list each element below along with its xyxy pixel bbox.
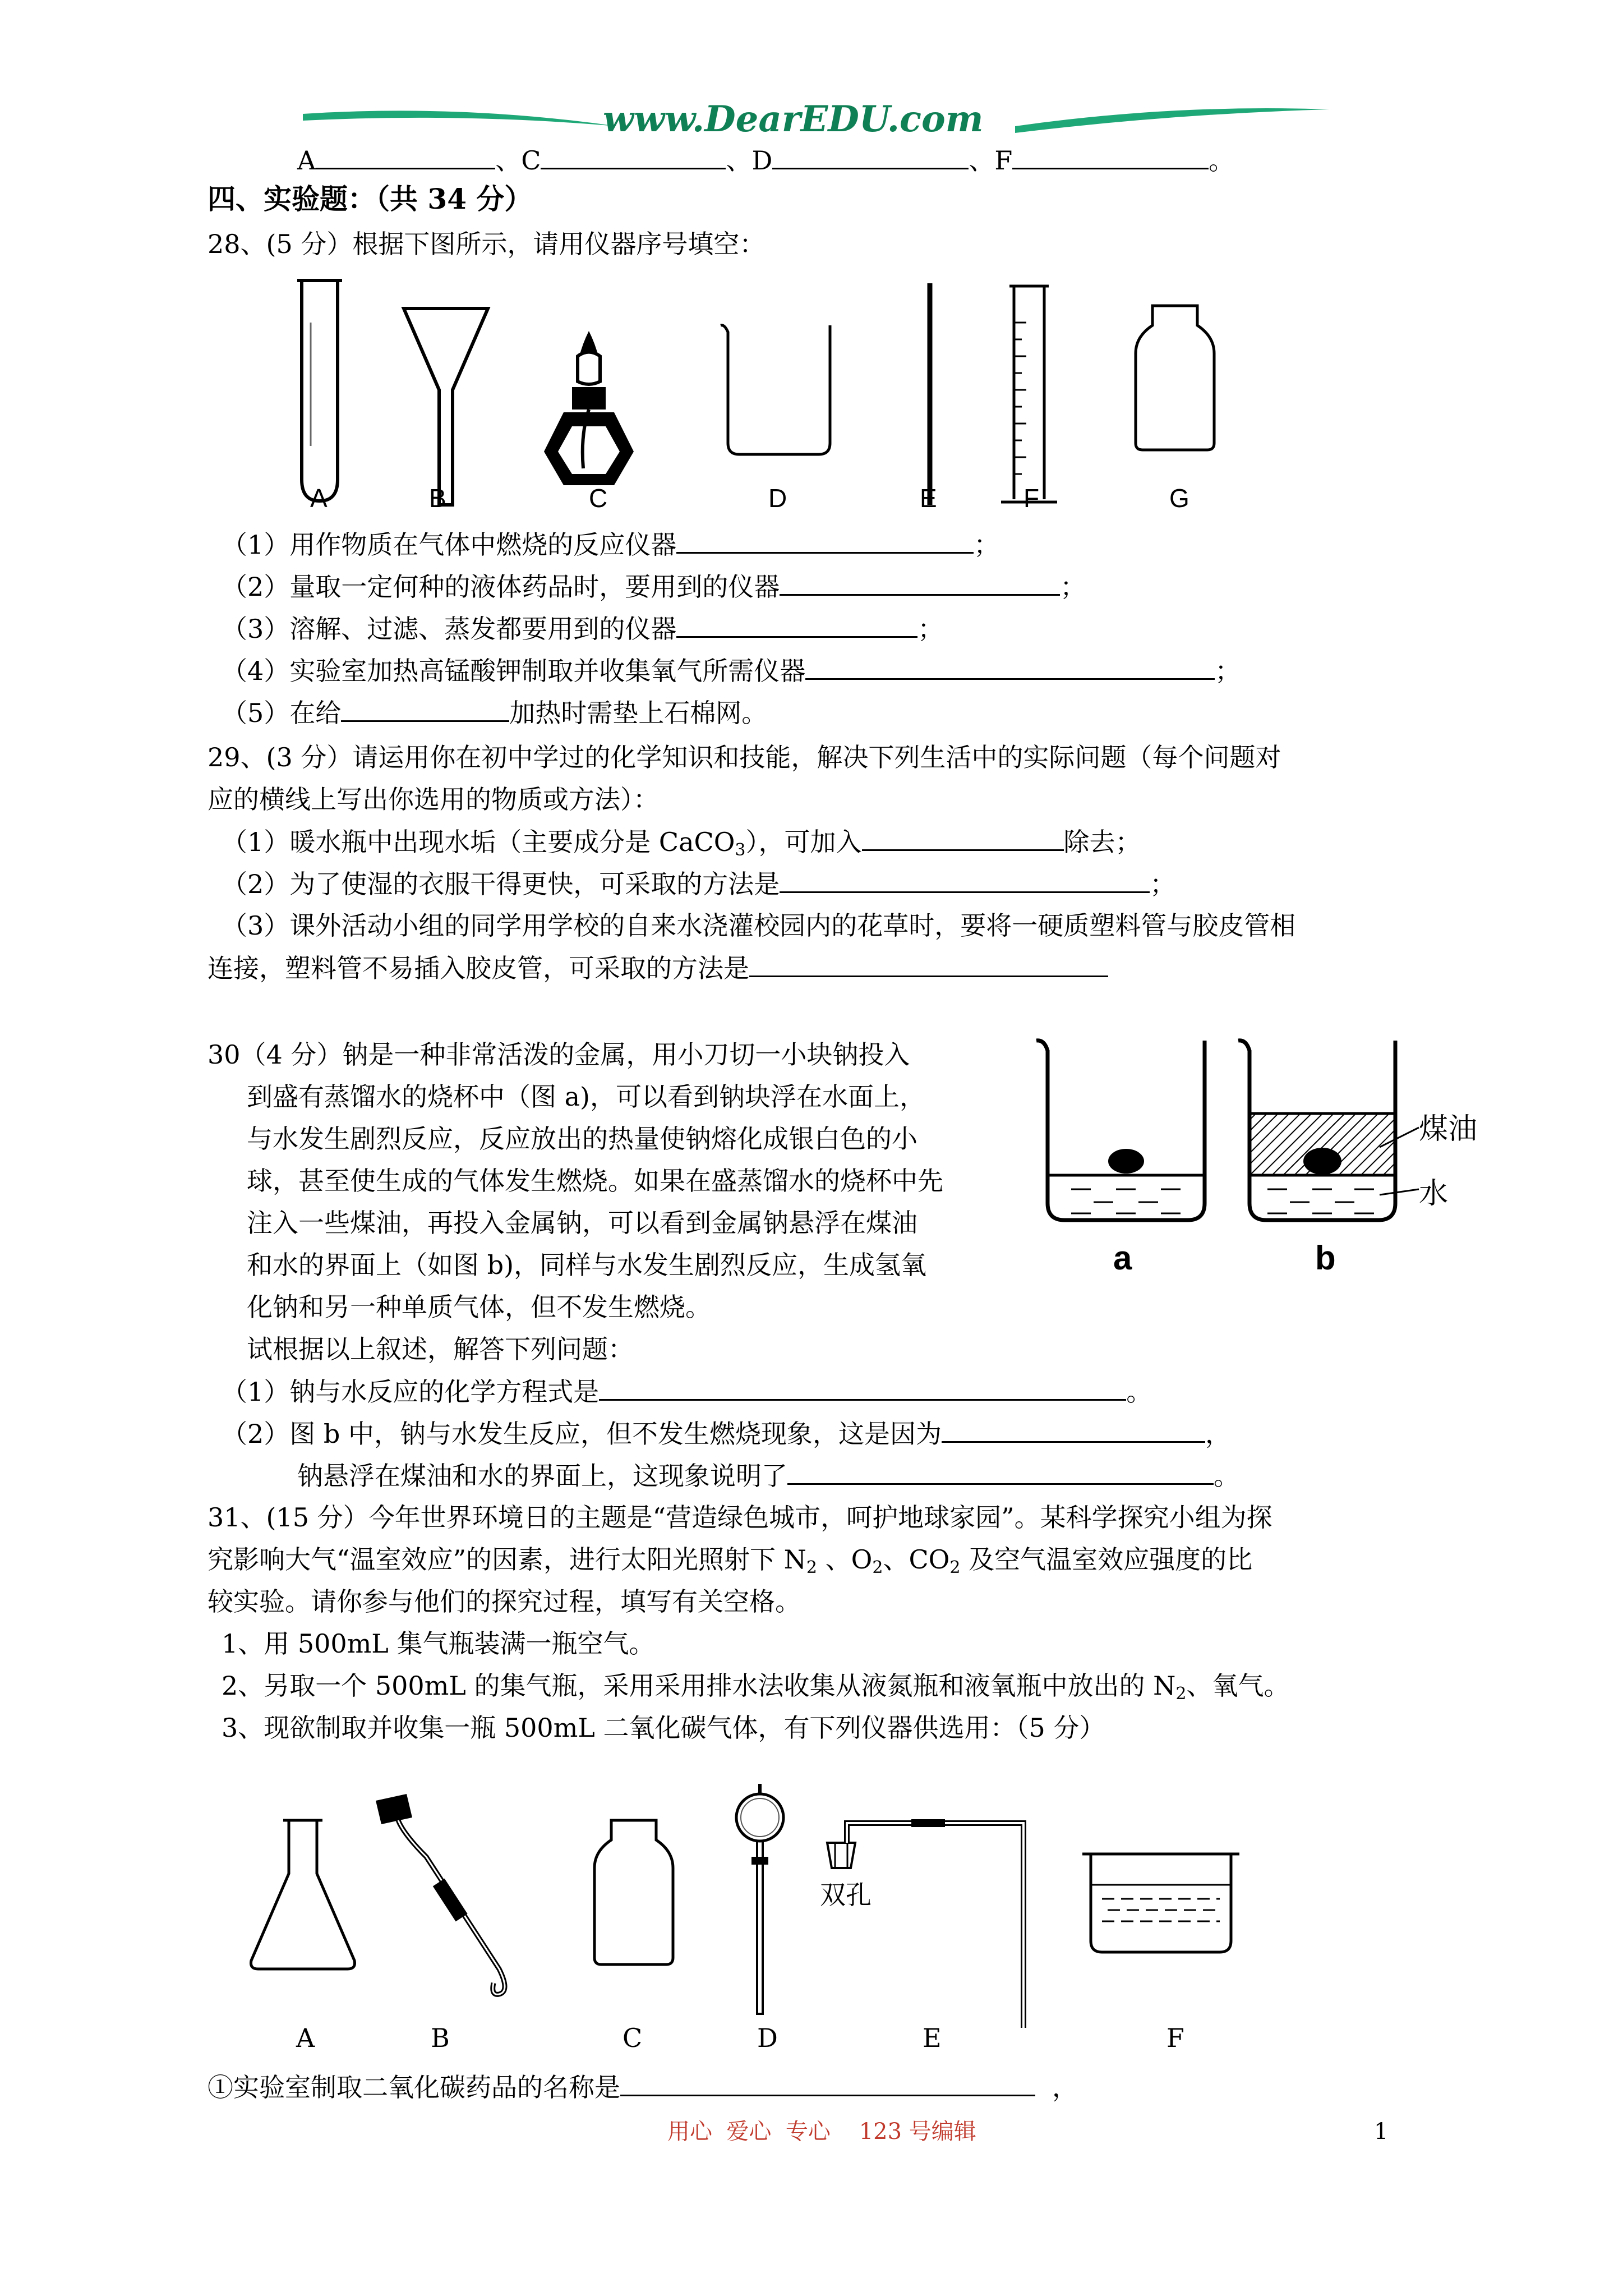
prev-answer-line: [297, 143, 1234, 177]
blank-d[interactable]: [772, 143, 969, 169]
q30-blank-2[interactable]: [942, 1416, 1205, 1443]
q28-label-e: E: [920, 484, 937, 513]
q28-blank-1[interactable]: [676, 527, 974, 554]
q30-line-3: 与水发生剧烈反应，反应放出的热量使钠熔化成银白色的小: [247, 1124, 917, 1154]
q28-item-5: （5）在给 加热时需垫上石棉网。: [222, 696, 767, 730]
beaker-a-diagram: [1032, 1035, 1223, 1254]
q29-blank-1[interactable]: [862, 825, 1064, 851]
q31-label-e: E: [923, 2023, 942, 2053]
trough-icon: [1080, 1851, 1242, 1955]
prev-answer-end: 。: [1209, 145, 1235, 176]
header-logo[interactable]: www.DearEDU.com: [603, 98, 984, 140]
q30-line-6: 和水的界面上（如图 b)，同样与水发生剧烈反应，生成氢氧: [247, 1250, 927, 1280]
conical-flask-icon: [247, 1818, 359, 1975]
q28-blank-4[interactable]: [805, 654, 1215, 680]
q28-label-b: B: [429, 484, 446, 513]
graduated-cylinder-icon: [998, 283, 1060, 508]
footer-text: 用心 爱心 专心 123 号编辑: [667, 2119, 976, 2145]
q29-stem-1: 29、(3 分）请运用你在初中学过的化学知识和技能，解决下列生活中的实际问题（每个问题对: [208, 742, 1281, 772]
q28-item-4: （4）实验室加热高锰酸钾制取并收集氧气所需仪器 ；: [222, 654, 1241, 688]
q31-blank-1[interactable]: [620, 2070, 1035, 2096]
glass-rod-icon: [924, 283, 935, 508]
header-swoosh-left: [303, 104, 617, 137]
q28-blank-2[interactable]: [780, 569, 1060, 596]
q31-line-3: 较实验。请你参与他们的探究过程，填写有关空格。: [208, 1586, 801, 1617]
q29-item-3b: 连接，塑料管不易插入胶皮管，可采取的方法是: [208, 951, 1108, 985]
figure-label-a: a: [1113, 1239, 1132, 1277]
q31-line-2: 究影响大气“温室效应”的因素，进行太阳光照射下 $N_2$ 、$O_2$、$CO_2$ 及空气温室效应强度的比: [208, 1544, 1253, 1577]
q31-label-a: A: [296, 2023, 315, 2053]
blank-a[interactable]: [316, 143, 495, 169]
q29-stem-2: 应的横线上写出你选用的物质或方法）：: [208, 784, 659, 815]
q28-label-d: D: [768, 484, 787, 513]
q30-item-2: （2）图 b 中，钠与水发生反应，但不发生燃烧现象，这是因为 ，: [222, 1416, 1231, 1451]
header-swoosh-right: [1015, 104, 1329, 137]
q31-line-1: 31、(15 分）今年世界环境日的主题是“营造绿色城市，呵护地球家园”。某科学探究小组为探: [208, 1502, 1272, 1533]
alcohol-lamp-icon: [541, 323, 637, 491]
q30-blank-3[interactable]: [787, 1458, 1214, 1485]
figure-label-b: b: [1315, 1239, 1336, 1277]
blank-c[interactable]: [541, 143, 726, 169]
q30-item-1: （1）钠与水反应的化学方程式是 。: [222, 1374, 1152, 1409]
q30-line-4: 球，甚至使生成的气体发生燃烧。如果在盛蒸馏水的烧杯中先: [247, 1166, 943, 1196]
q31-label-f: F: [1166, 2023, 1184, 2053]
q29-item-2: （2）为了使湿的衣服干得更快，可采取的方法是 ；: [222, 867, 1175, 901]
q31-label-b: B: [431, 2023, 450, 2053]
water-label: 水: [1419, 1177, 1449, 1210]
q31-step-3: 3、现欲制取并收集一瓶 500mL 二氧化碳气体，有下列仪器供选用：（5 分）: [222, 1713, 1105, 1743]
section-title: 四、实验题：（共 34 分）: [208, 182, 533, 215]
q29-item-3a: （3）课外活动小组的同学用学校的自来水浇灌校园内的花草时，要将一硬质塑料管与胶皮管相: [222, 910, 1296, 941]
q28-label-f: F: [1023, 484, 1040, 513]
q28-label-c: C: [589, 484, 608, 513]
gas-collecting-bottle-icon: [589, 1818, 679, 1969]
q28-label-a: A: [310, 484, 328, 513]
q30-blank-1[interactable]: [599, 1374, 1126, 1401]
q30-line-2: 到盛有蒸馏水的烧杯中（图 a)，可以看到钠块浮在水面上，: [247, 1082, 925, 1112]
double-hole-label: 双孔: [820, 1880, 872, 1910]
kerosene-label: 煤油: [1419, 1113, 1478, 1145]
q29-blank-3[interactable]: [749, 951, 1108, 977]
q31-label-c: C: [623, 2023, 643, 2053]
q28-item-2: （2）量取一定何种的液体药品时，要用到的仪器 ；: [222, 569, 1086, 604]
double-hole-stopper-tube-icon: [816, 1809, 1040, 2033]
q30-line-7: 化钠和另一种单质气体，但不发生燃烧。: [247, 1292, 711, 1322]
q28-blank-5[interactable]: [341, 696, 509, 722]
q31-step-2: 2、另取一个 500mL 的集气瓶，采用采用排水法收集从液氮瓶和液氧瓶中放出的 $N_2$、氧气。: [222, 1671, 1290, 1704]
separatory-funnel-icon: [729, 1784, 791, 2019]
q31-step-1: 1、用 500mL 集气瓶装满一瓶空气。: [222, 1628, 655, 1659]
prev-answer-d: 、D: [726, 145, 773, 176]
funnel-icon: [401, 306, 491, 508]
q31-label-d: D: [757, 2023, 778, 2053]
q30-intro: 试根据以上叙述，解答下列问题：: [247, 1334, 634, 1364]
leader-lines: [1380, 1116, 1424, 1206]
beaker-b-diagram: [1234, 1035, 1402, 1254]
q28-item-1: （1）用作物质在气体中燃烧的反应仪器 ；: [222, 527, 999, 562]
q28-label-g: G: [1169, 484, 1189, 513]
q28-item-3: （3）溶解、过滤、蒸发都要用到的仪器 ；: [222, 611, 943, 646]
page-number: 1: [1374, 2119, 1389, 2145]
q29-blank-2[interactable]: [780, 867, 1150, 893]
q28-stem: 28、(5 分）根据下图所示，请用仪器序号填空：: [208, 229, 766, 259]
stopper-delivery-tube-icon: [365, 1789, 533, 2003]
q28-blank-3[interactable]: [676, 611, 917, 638]
blank-f[interactable]: [1012, 143, 1209, 169]
q30-item-2b: 钠悬浮在煤油和水的界面上，这现象说明了 。: [297, 1458, 1239, 1493]
q31-question-1: ①实验室制取二氧化碳药品的名称是 ，: [208, 2070, 1078, 2104]
prev-answer-a: A: [297, 145, 316, 176]
prev-answer-f: 、F: [969, 145, 1013, 176]
beaker-icon: [718, 320, 841, 460]
q30-line-5: 注入一些煤油，再投入金属钠，可以看到金属钠悬浮在煤油: [247, 1208, 917, 1238]
gas-jar-icon: [1130, 303, 1220, 454]
prev-answer-c: 、C: [495, 145, 541, 176]
q30-line-1: 30（4 分）钠是一种非常活泼的金属，用小刀切一小块钠投入: [208, 1039, 910, 1070]
test-tube-icon: [297, 278, 342, 508]
q29-item-1: （1）暖水瓶中出现水垢（主要成分是 CaCO$_3$），可加入 除去；: [222, 825, 1141, 867]
